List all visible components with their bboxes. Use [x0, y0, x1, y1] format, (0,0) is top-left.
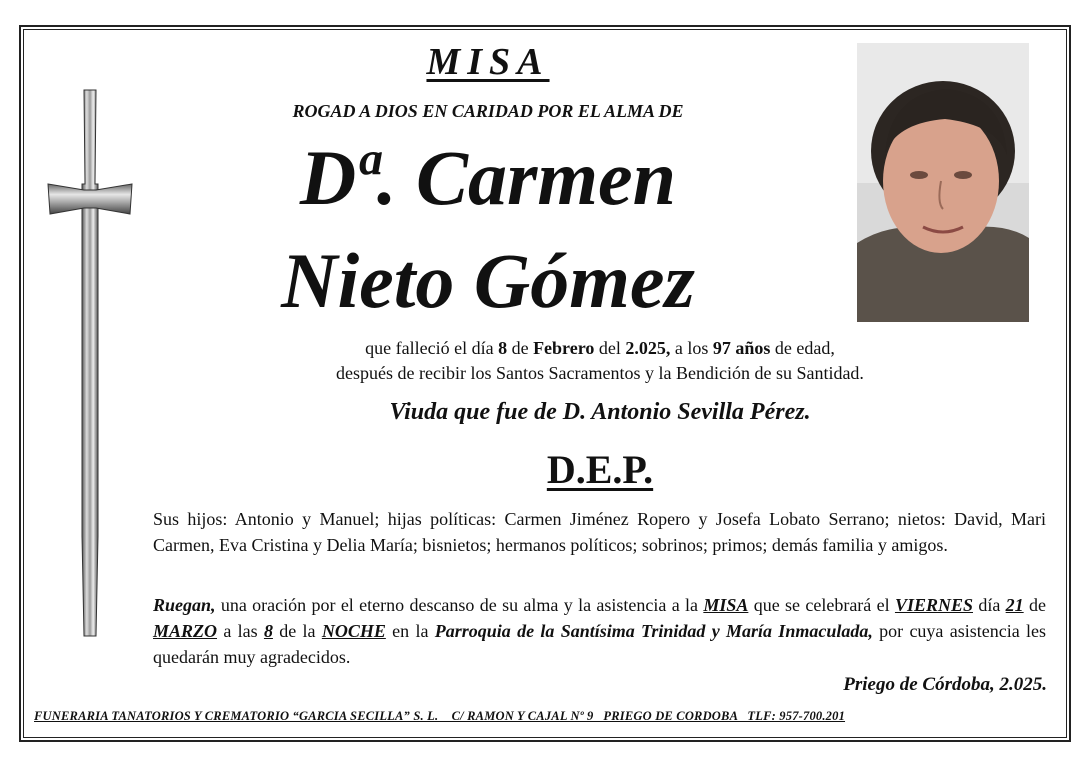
mass-announcement — [153, 592, 1046, 670]
deceased-name-line2: Nieto Gómez — [281, 237, 695, 324]
mass-period: NOCHE — [321, 621, 386, 641]
death-age: 97 años — [712, 338, 771, 358]
death-month: Febrero — [533, 338, 595, 358]
death-notice — [240, 336, 960, 386]
mass-text: por cuya asistencia les quedarán muy agradecidos. — [153, 621, 1046, 667]
ruegan-word: Ruegan, — [153, 595, 216, 615]
death-notice-text: que falleció el día — [365, 338, 499, 358]
mass-text: de la — [272, 621, 322, 641]
mass-text: una oración por el eterno descanso de su alma y la asistencia a la — [215, 595, 704, 615]
mass-day: 21 — [1005, 595, 1024, 615]
dep-heading: D.E.P. — [546, 447, 654, 492]
funeral-home-footer: FUNERARIA TANATORIOS Y CREMATORIO “GARCIA SECILLA” S. L. C/ RAMON Y CAJAL Nº 9 PRIEGO DE CORDOBA TLF: 957-700.201 — [34, 709, 846, 723]
mass-month: MARZO — [153, 621, 218, 641]
death-notice-text: de edad, — [770, 338, 835, 358]
family-list: Sus hijos: Antonio y Manuel; hijas políticas: Carmen Jiménez Ropero y Josefa Lobato Serrano; nietos: David, Mari Carmen, Eva Cristina y Delia María; bisnietos; hermanos políticos; sobrinos; primos; demás familia y amigos. — [153, 509, 1046, 555]
death-day: 8 — [498, 338, 508, 358]
deceased-name-line1: Dª. Carmen — [299, 134, 677, 221]
mass-weekday: VIERNES — [894, 595, 973, 615]
mass-hour: 8 — [263, 621, 273, 641]
mass-word: MISA — [703, 595, 749, 615]
death-notice-text: del — [594, 338, 626, 358]
mass-text: que se celebrará el — [748, 595, 895, 615]
place-date: Priego de Córdoba, 2.025. — [843, 674, 1047, 695]
death-notice-text: de — [507, 338, 534, 358]
mass-text: día — [973, 595, 1006, 615]
portrait-photo — [857, 43, 1029, 322]
cross-icon — [44, 86, 136, 642]
prayer-request-line: ROGAD A DIOS EN CARIDAD POR EL ALMA DE — [292, 101, 684, 121]
page-title: MISA — [426, 41, 550, 83]
widow-of-line: Viuda que fue de D. Antonio Sevilla Pérez. — [389, 399, 811, 425]
mass-text: de — [1023, 595, 1046, 615]
death-year: 2.025, — [625, 338, 671, 358]
mass-text: a las — [217, 621, 264, 641]
death-notice-text: a los — [670, 338, 713, 358]
church-name: Parroquia de la Santísima Trinidad y María Inmaculada, — [434, 621, 873, 641]
sacraments-line: después de recibir los Santos Sacramentos y la Bendición de su Santidad. — [336, 363, 864, 383]
mass-text: en la — [385, 621, 435, 641]
